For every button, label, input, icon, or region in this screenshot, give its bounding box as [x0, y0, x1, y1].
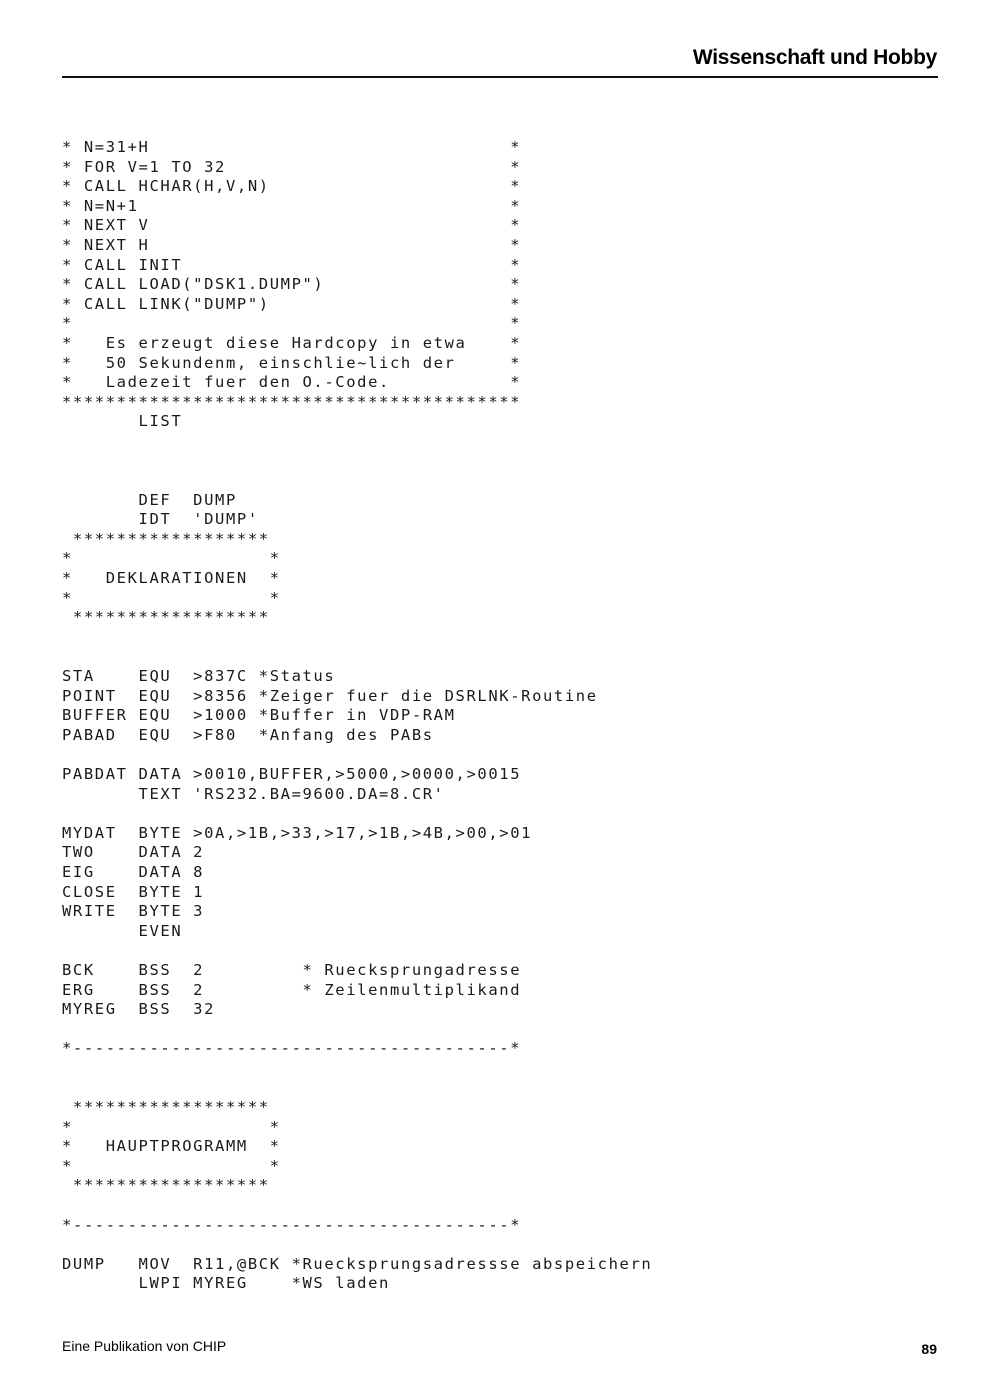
code-line: ERG BSS 2 * Zeilenmultiplikand	[62, 980, 522, 999]
code-line: DEF DUMP	[62, 490, 237, 509]
code-line	[62, 471, 962, 491]
code-line: PABAD EQU >F80 *Anfang des PABs	[62, 725, 434, 744]
code-line	[62, 745, 962, 765]
code-line: *----------------------------------------*	[62, 1215, 522, 1234]
code-line: ******************	[62, 529, 270, 548]
code-line: LIST	[62, 412, 183, 431]
code-line: * *	[62, 549, 281, 568]
code-line: * Es erzeugt diese Hardcopy in etwa *	[62, 333, 522, 352]
code-line	[62, 1059, 962, 1079]
code-line: * N=N+1 *	[62, 196, 522, 215]
code-line: POINT EQU >8356 *Zeiger fuer die DSRLNK-Routine	[62, 686, 598, 705]
code-line	[62, 1235, 962, 1255]
code-line: BUFFER EQU >1000 *Buffer in VDP-RAM	[62, 706, 456, 725]
code-line: ******************************************	[62, 392, 522, 411]
code-line: BCK BSS 2 * Ruecksprungadresse	[62, 960, 522, 979]
code-line: TWO DATA 2	[62, 843, 205, 862]
code-line: * NEXT H *	[62, 235, 522, 254]
code-line: MYDAT BYTE >0A,>1B,>33,>17,>1B,>4B,>00,>01	[62, 823, 533, 842]
code-line	[62, 628, 962, 648]
code-line: * *	[62, 1156, 281, 1175]
code-line: * 50 Sekundenm, einschlie~lich der *	[62, 353, 522, 372]
code-line: *----------------------------------------*	[62, 1039, 522, 1058]
code-line: * Ladezeit fuer den O.-Code. *	[62, 373, 522, 392]
code-line: * *	[62, 588, 281, 607]
code-line	[62, 941, 962, 961]
code-line	[62, 1020, 962, 1040]
code-line: EVEN	[62, 921, 183, 940]
code-line: DUMP MOV R11,@BCK *Ruecksprungsadressse abspeichern	[62, 1254, 653, 1273]
code-line: LWPI MYREG *WS laden	[62, 1274, 390, 1293]
code-line: * FOR V=1 TO 32 *	[62, 157, 522, 176]
code-line	[62, 804, 962, 824]
code-line: CLOSE BYTE 1	[62, 882, 205, 901]
code-line: * *	[62, 314, 522, 333]
code-line: * DEKLARATIONEN *	[62, 569, 281, 588]
code-line: ******************	[62, 1098, 270, 1117]
code-line: * CALL LOAD("DSK1.DUMP") *	[62, 275, 522, 294]
code-line	[62, 1196, 962, 1216]
section-title: Wissenschaft und Hobby	[692, 46, 937, 69]
code-line: PABDAT DATA >0010,BUFFER,>5000,>0000,>0015	[62, 765, 522, 783]
code-line: * CALL INIT *	[62, 255, 522, 274]
code-line: * CALL HCHAR(H,V,N) *	[62, 177, 522, 196]
page-number: 89	[921, 1341, 937, 1357]
code-line: * *	[62, 1117, 281, 1136]
code-line	[62, 452, 962, 472]
publication-credit: Eine Publikation von CHIP	[62, 1338, 227, 1354]
code-line	[62, 432, 962, 452]
code-line: * N=31+H *	[62, 138, 522, 156]
code-line: TEXT 'RS232.BA=9600.DA=8.CR'	[62, 784, 445, 803]
header-divider	[62, 76, 938, 78]
code-line: * CALL LINK("DUMP") *	[62, 294, 522, 313]
code-line: IDT 'DUMP'	[62, 510, 259, 529]
code-line: * HAUPTPROGRAMM *	[62, 1137, 281, 1156]
code-listing	[62, 138, 962, 1294]
code-line: ******************	[62, 608, 270, 627]
code-line: ******************	[62, 1176, 270, 1195]
code-line: EIG DATA 8	[62, 862, 205, 881]
code-line: MYREG BSS 32	[62, 1000, 216, 1019]
code-line	[62, 647, 962, 667]
code-line	[62, 1079, 962, 1099]
code-line: * NEXT V *	[62, 216, 522, 235]
code-line: STA EQU >837C *Status	[62, 667, 336, 686]
code-line: WRITE BYTE 3	[62, 902, 205, 921]
